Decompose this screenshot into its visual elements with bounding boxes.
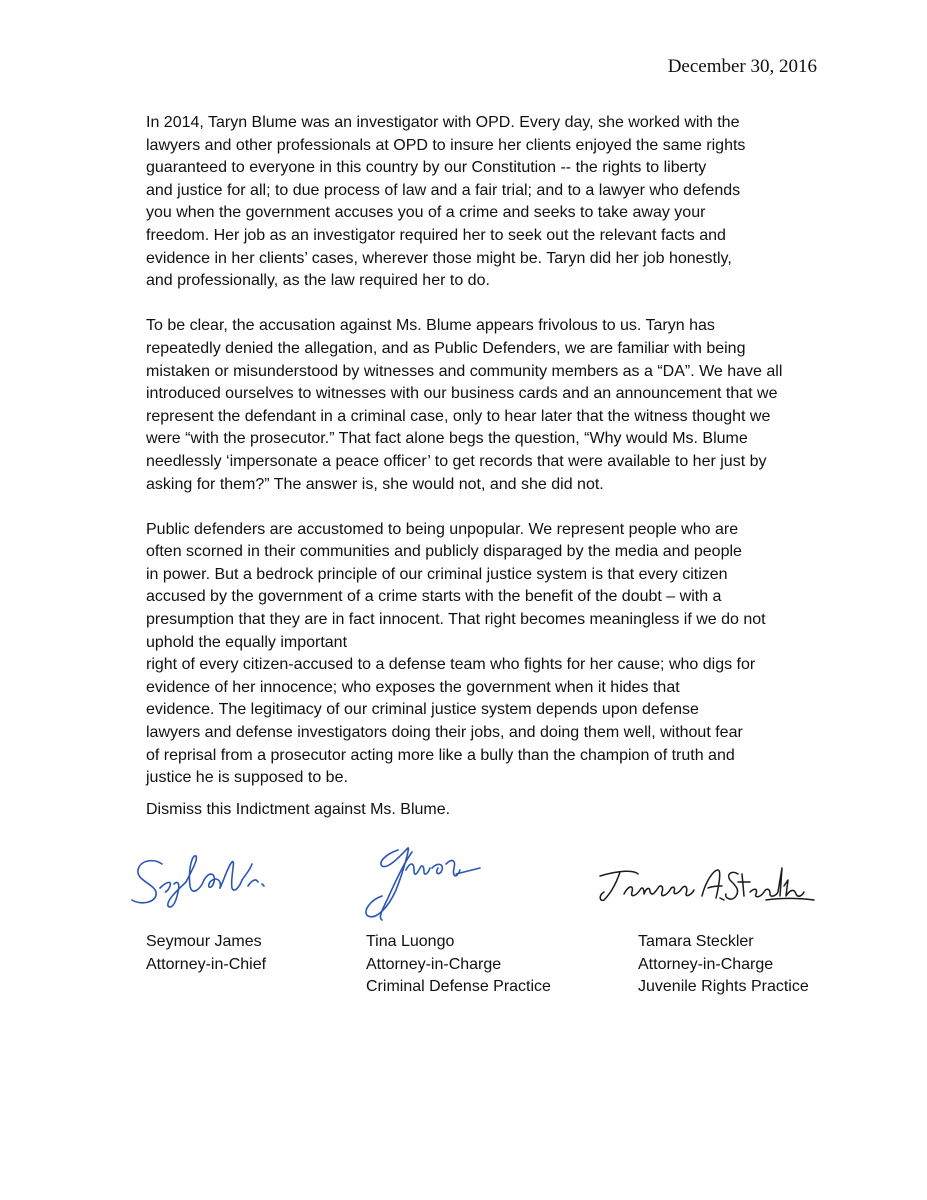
closing-line: Dismiss this Indictment against Ms. Blume. (146, 801, 451, 818)
signatory-name: Seymour James (146, 933, 262, 950)
signatory-name: Tina Luongo (366, 933, 455, 950)
signatory-name: Tamara Steckler (638, 933, 754, 950)
paragraph-line: needlessly ‘impersonate a peace officer’ to get records that were available to her just by (146, 452, 767, 470)
paragraph-line: you when the government accuses you of a crime and seeks to take away your (146, 204, 706, 222)
paragraph-line: and justice for all; to due process of law and a fair trial; and to a lawyer who defends (146, 181, 741, 199)
paragraph-line: To be clear, the accusation against Ms. Blume appears frivolous to us. Taryn has (146, 317, 715, 335)
signatory-tamara-steckler (638, 931, 809, 999)
paragraph-line: accused by the government of a crime starts with the benefit of the doubt – with a (146, 588, 722, 606)
paragraph-line: Public defenders are accustomed to being unpopular. We represent people who are (146, 520, 739, 538)
signatory-title: Attorney-in-Chief (146, 955, 267, 973)
paragraph-line: right of every citizen-accused to a defense team who fights for her cause; who digs for (146, 656, 756, 674)
signature-tina-luongo (352, 840, 502, 930)
signatory-title: Attorney-in-Charge (638, 955, 774, 973)
paragraph-line: presumption that they are in fact innocent. That right becomes meaningless if we do not (146, 611, 766, 629)
paragraph-line: evidence of her innocence; who exposes the government when it hides that (146, 678, 680, 696)
paragraph-line: evidence. The legitimacy of our criminal justice system depends upon defense (146, 701, 699, 719)
paragraph-line: freedom. Her job as an investigator required her to seek out the relevant facts and (146, 226, 726, 244)
paragraph-line: of reprisal from a prosecutor acting more like a bully than the champion of truth and (146, 746, 735, 764)
letter-body (146, 112, 846, 812)
signatory-unit: Juvenile Rights Practice (638, 978, 809, 996)
signatory-title: Attorney-in-Charge (366, 955, 502, 973)
paragraph-line: were “with the prosecutor.” That fact alone begs the question, “Why would Ms. Blume (146, 430, 748, 448)
signature-tamara-steckler (590, 840, 820, 920)
signatory-tina-luongo (366, 931, 551, 999)
paragraph-2 (146, 315, 846, 496)
paragraph-3 (146, 519, 846, 790)
paragraph-line: mistaken or misunderstood by witnesses and community members as a “DA”. We have all (146, 362, 783, 380)
paragraph-1 (146, 112, 846, 293)
paragraph-line: justice he is supposed to be. (146, 769, 348, 787)
signatory-seymour-james (146, 931, 266, 976)
signature-seymour-james (124, 840, 284, 920)
paragraph-line: In 2014, Taryn Blume was an investigator with OPD. Every day, she worked with the (146, 114, 740, 131)
paragraph-line: lawyers and other professionals at OPD to insure her clients enjoyed the same rights (146, 136, 746, 154)
paragraph-line: uphold the equally important (146, 633, 348, 651)
paragraph-line: repeatedly denied the allegation, and as Public Defenders, we are familiar with being (146, 339, 746, 357)
paragraph-line: represent the defendant in a criminal case, only to hear later that the witness thought we (146, 407, 771, 425)
paragraph-line: guaranteed to everyone in this country by our Constitution -- the rights to liberty (146, 159, 707, 177)
paragraph-line: introduced ourselves to witnesses with our business cards and an announcement that we (146, 385, 778, 403)
paragraph-line: asking for them?” The answer is, she would not, and she did not. (146, 475, 604, 493)
paragraph-line: often scorned in their communities and publicly disparaged by the media and people (146, 543, 742, 561)
letter-date: December 30, 2016 (667, 56, 817, 77)
paragraph-line: and professionally, as the law required her to do. (146, 272, 490, 290)
paragraph-line: lawyers and defense investigators doing their jobs, and doing them well, without fear (146, 724, 743, 742)
signatory-unit: Criminal Defense Practice (366, 978, 551, 996)
paragraph-line: evidence in her clients’ cases, wherever those might be. Taryn did her job honestly, (146, 249, 732, 267)
paragraph-line: in power. But a bedrock principle of our criminal justice system is that every citizen (146, 565, 728, 583)
